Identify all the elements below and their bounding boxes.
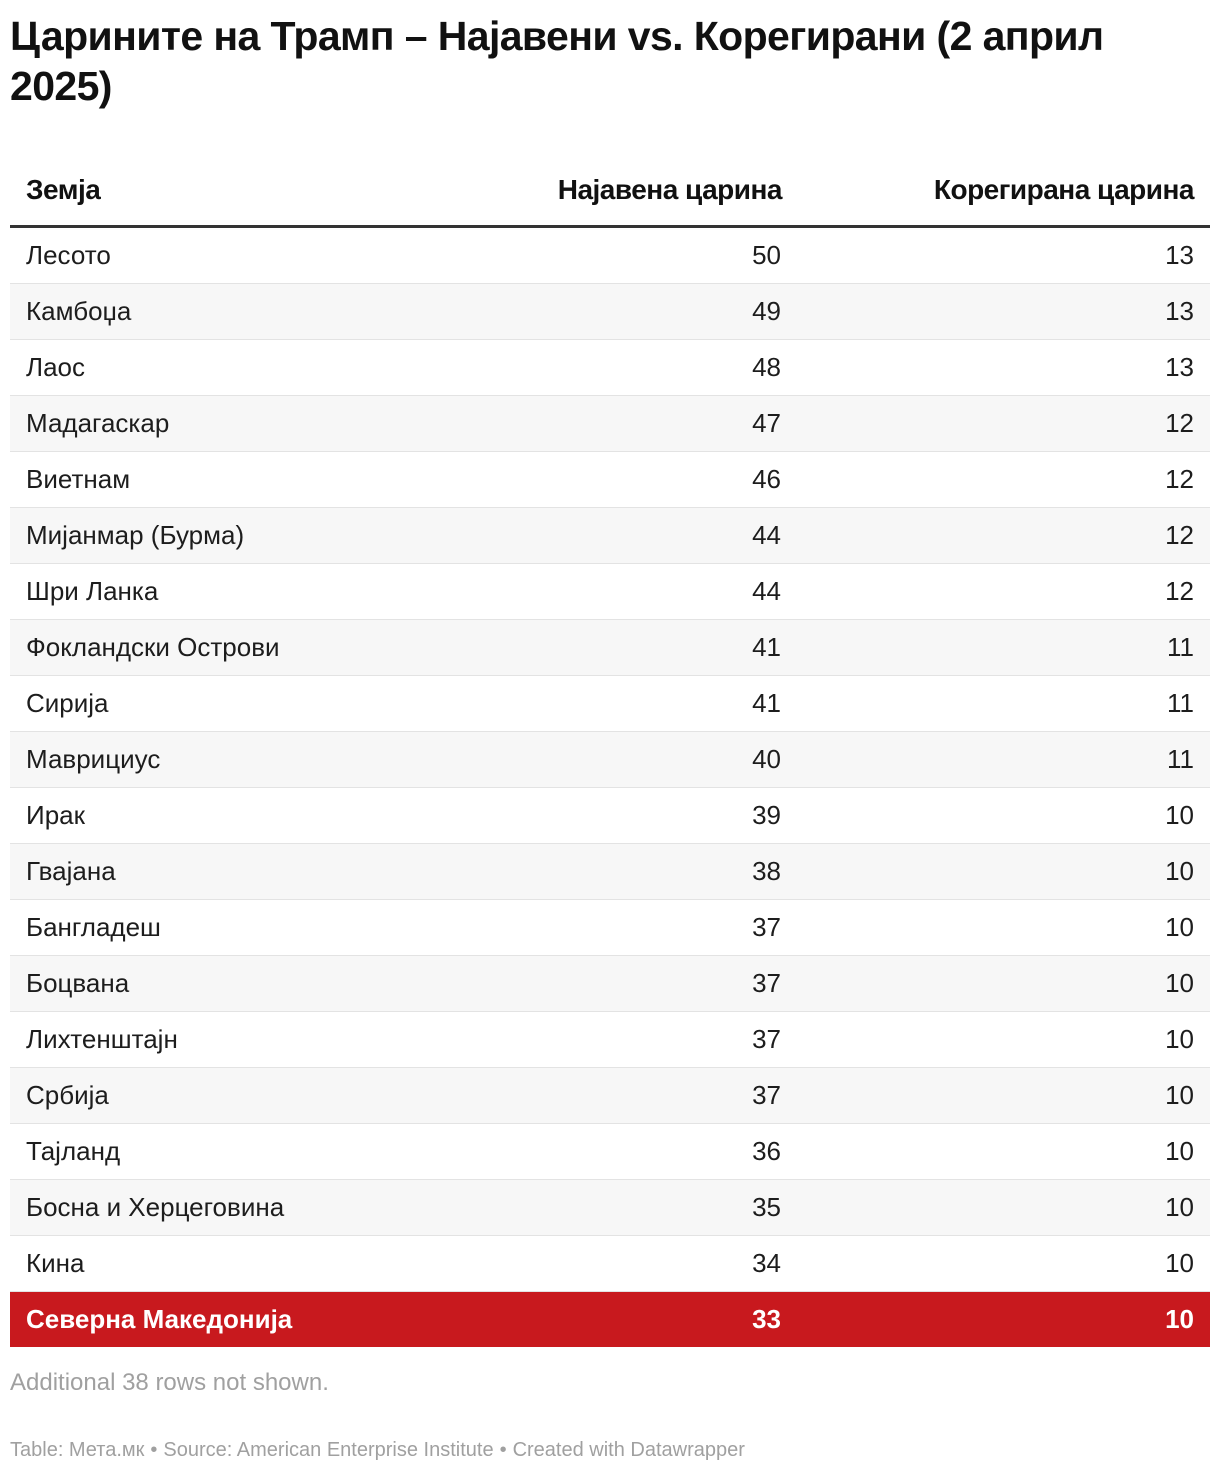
column-header-announced: Најавена царина: [447, 155, 782, 227]
cell-country: Бангладеш: [10, 900, 447, 956]
cell-country: Кина: [10, 1236, 447, 1292]
table-row: [10, 340, 1210, 396]
cell-announced-tariff: 44: [447, 564, 782, 620]
rows-not-shown-note: Additional 38 rows not shown.: [10, 1369, 329, 1396]
table-row: [10, 676, 1210, 732]
cell-adjusted-tariff: 13: [782, 227, 1210, 284]
cell-country: Гвајана: [10, 844, 447, 900]
cell-country: Шри Ланка: [10, 564, 447, 620]
cell-adjusted-tariff: 10: [782, 1124, 1210, 1180]
cell-country: Тајланд: [10, 1124, 447, 1180]
cell-adjusted-tariff: 10: [782, 900, 1210, 956]
cell-adjusted-tariff: 12: [782, 564, 1210, 620]
cell-adjusted-tariff: 11: [782, 620, 1210, 676]
cell-adjusted-tariff: 10: [782, 1292, 1210, 1348]
footer: [10, 1439, 1210, 1462]
cell-adjusted-tariff: 13: [782, 284, 1210, 340]
cell-adjusted-tariff: 10: [782, 1180, 1210, 1236]
cell-adjusted-tariff: 10: [782, 956, 1210, 1012]
cell-adjusted-tariff: 10: [782, 1012, 1210, 1068]
table-row: [10, 732, 1210, 788]
cell-adjusted-tariff: 10: [782, 788, 1210, 844]
cell-announced-tariff: 44: [447, 508, 782, 564]
cell-country: Србија: [10, 1068, 447, 1124]
cell-announced-tariff: 37: [447, 956, 782, 1012]
cell-adjusted-tariff: 11: [782, 732, 1210, 788]
table-row-highlighted: [10, 1292, 1210, 1348]
cell-country: Лесото: [10, 227, 447, 284]
chart-title: Царините на Трамп – Најавени vs. Корегирани (2 април 2025): [10, 13, 1104, 109]
footer-separator: •: [150, 1439, 158, 1461]
table-row: [10, 1236, 1210, 1292]
table-row: [10, 788, 1210, 844]
column-header-country: Земја: [10, 155, 447, 227]
chart-container: [10, 11, 1210, 1462]
cell-country: Северна Македонија: [10, 1292, 447, 1348]
cell-country: Виетнам: [10, 452, 447, 508]
cell-announced-tariff: 47: [447, 396, 782, 452]
cell-adjusted-tariff: 10: [782, 1236, 1210, 1292]
table-row: [10, 452, 1210, 508]
cell-country: Маврициус: [10, 732, 447, 788]
table-row: [10, 956, 1210, 1012]
table-row: [10, 1012, 1210, 1068]
table-row: [10, 1180, 1210, 1236]
cell-announced-tariff: 40: [447, 732, 782, 788]
table-body: [10, 227, 1210, 1348]
table-header: [10, 155, 1210, 227]
cell-announced-tariff: 37: [447, 1012, 782, 1068]
table-row: [10, 1068, 1210, 1124]
cell-country: Мадагаскар: [10, 396, 447, 452]
table-row: [10, 284, 1210, 340]
table-row: [10, 564, 1210, 620]
cell-adjusted-tariff: 12: [782, 508, 1210, 564]
cell-country: Босна и Херцеговина: [10, 1180, 447, 1236]
cell-country: Фокландски Острови: [10, 620, 447, 676]
cell-adjusted-tariff: 13: [782, 340, 1210, 396]
cell-announced-tariff: 46: [447, 452, 782, 508]
cell-adjusted-tariff: 12: [782, 396, 1210, 452]
cell-country: Камбоџа: [10, 284, 447, 340]
cell-adjusted-tariff: 12: [782, 452, 1210, 508]
cell-announced-tariff: 41: [447, 676, 782, 732]
cell-announced-tariff: 49: [447, 284, 782, 340]
cell-announced-tariff: 37: [447, 1068, 782, 1124]
table-row: [10, 396, 1210, 452]
cell-announced-tariff: 33: [447, 1292, 782, 1348]
table-row: [10, 508, 1210, 564]
cell-announced-tariff: 48: [447, 340, 782, 396]
cell-country: Ирак: [10, 788, 447, 844]
footer-source: Source: American Enterprise Institute: [163, 1439, 494, 1461]
cell-adjusted-tariff: 10: [782, 1068, 1210, 1124]
cell-announced-tariff: 41: [447, 620, 782, 676]
footer-separator: •: [499, 1439, 507, 1461]
cell-announced-tariff: 36: [447, 1124, 782, 1180]
footer-table-credit: Table: Мета.мк: [10, 1439, 145, 1461]
column-header-adjusted: Корегирана царина: [782, 155, 1210, 227]
table-row: [10, 227, 1210, 284]
table-row: [10, 620, 1210, 676]
cell-announced-tariff: 34: [447, 1236, 782, 1292]
footer-created-with: Created with Datawrapper: [512, 1439, 745, 1461]
cell-adjusted-tariff: 10: [782, 844, 1210, 900]
table-row: [10, 1124, 1210, 1180]
cell-announced-tariff: 35: [447, 1180, 782, 1236]
cell-country: Мијанмар (Бурма): [10, 508, 447, 564]
cell-country: Лихтенштајн: [10, 1012, 447, 1068]
cell-announced-tariff: 50: [447, 227, 782, 284]
cell-country: Лаос: [10, 340, 447, 396]
cell-country: Боцвана: [10, 956, 447, 1012]
cell-announced-tariff: 38: [447, 844, 782, 900]
cell-announced-tariff: 37: [447, 900, 782, 956]
header-row: [10, 155, 1210, 227]
table-row: [10, 844, 1210, 900]
cell-adjusted-tariff: 11: [782, 676, 1210, 732]
cell-country: Сирија: [10, 676, 447, 732]
cell-announced-tariff: 39: [447, 788, 782, 844]
table-row: [10, 900, 1210, 956]
tariff-table: [10, 155, 1210, 1347]
